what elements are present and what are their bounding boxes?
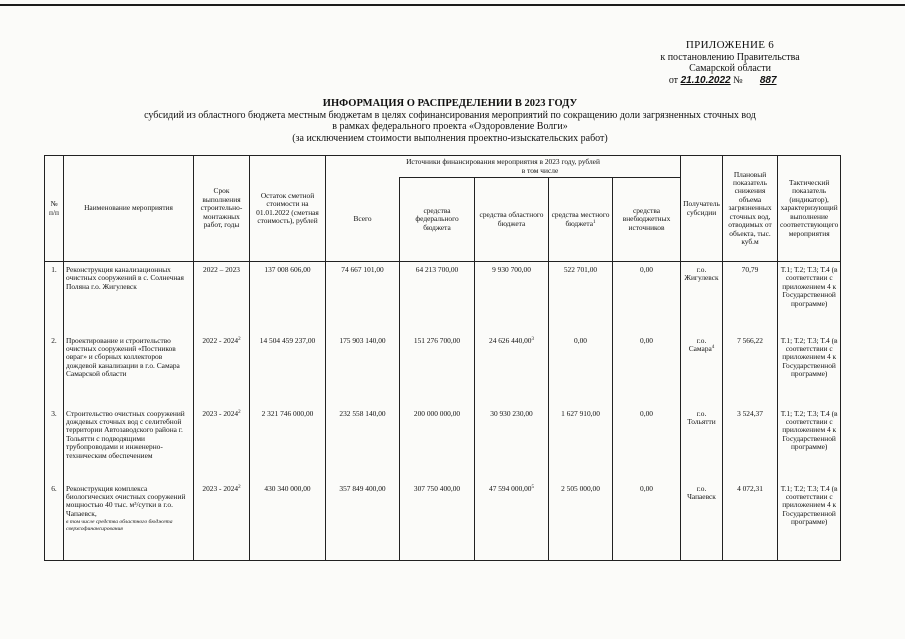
table-row: 2. Проектирование и строительство очистных сооружений «Постников овраг» и сборных коллекторов дождевой канализации в г.о. Самара Самарской области 2022 - 2024$^2$ 14 504 459 237,00 175 903 140,00 151 276 700,00 24 626 440,00$^3$ 0,00 0,00 г.о. Самара$^4$ 7 566,22 Т.1; Т.2; Т.3; Т.4 (в соответствии с приложением 4 к Государственной программе)	[45, 333, 841, 406]
header-total: Всего	[326, 178, 400, 262]
appendix-number-value: 887	[759, 74, 777, 86]
appendix-number: ПРИЛОЖЕНИЕ 6	[685, 39, 775, 51]
header-sources: Источники финансирования мероприятия в 2023 году, рублей в том числе	[326, 156, 681, 178]
header-planned: Плановый показатель снижения объема загрязненных сточных вод, отводимых от объекта, тыс. куб.м	[723, 156, 778, 262]
table-row: 3. Строительство очистных сооружений дождевых сточных вод с селитебной территории Автозаводского района г. Тольятти с подводящими трубопроводами и инженерно-техническим обеспечением 2023 - 2024$^2$ 2 321 746 000,00 232 558 140,00 200 000 000,00 30 930 230,00 1 627 910,00 0,00 г.о. Тольятти 3 524,37 Т.1; Т.2; Т.3; Т.4 (в соответствии с приложением 4 к Государственной программе)	[45, 406, 841, 481]
table-row: 6. Реконструкция комплекса биологических очистных сооружений мощностью 40 тыс. м³/сутки в г.о. Чапаевск, в том числе средства областного бюджета сверхсофинансирования 2023 - 2024$^2$ 430 340 000,00 357 849 400,00 307 750 400,00 47 594 000,00$^5$ 2 505 000,00 0,00 г.о. Чапаевск 4 072,31 Т.1; Т.2; Т.3; Т.4 (в соответствии с приложением 4 к Государственной программе)	[45, 481, 841, 561]
scan-top-edge	[0, 4, 905, 6]
header-balance: Остаток сметной стоимости на 01.01.2022 (сметная стоимость), рублей	[250, 156, 326, 262]
header-regional: средства областного бюджета	[475, 178, 549, 262]
title-line-2: субсидий из областного бюджета местным бюджетам в целях софинансирования мероприятий по сокращению доли загрязненных сточных вод	[144, 109, 756, 121]
appendix-date: 21.10.2022	[680, 74, 731, 86]
appendix-line-3: Самарской области	[689, 63, 771, 74]
appendix-line-2: к постановлению Правительства	[660, 51, 800, 63]
title-line-1: ИНФОРМАЦИЯ О РАСПРЕДЕЛЕНИИ В 2023 ГОДУ	[322, 98, 578, 109]
title-line-3: в рамках федерального проекта «Оздоровление Волги»	[332, 121, 568, 132]
title-line-4: (за исключением стоимости выполнения проектно-изыскательских работ)	[292, 132, 608, 144]
appendix-date-line: от 21.10.2022 № 887	[640, 75, 820, 87]
header-num: № п/п	[45, 156, 64, 262]
distribution-table	[44, 155, 841, 561]
header-extra: средства внебюджетных источников	[613, 178, 681, 262]
header-term: Срок выполнения строительно-монтажных работ, годы	[194, 156, 250, 262]
row-note: в том числе средства областного бюджета сверхсофинансирования	[66, 519, 173, 532]
header-tactical: Тактический показатель (индикатор), характеризующий выполнение соответствующего мероприятия	[778, 156, 841, 262]
appendix-header	[640, 40, 820, 86]
table-row: 1. Реконструкция канализационных очистных сооружений в с. Солнечная Поляна г.о. Жигулевск 2022 – 2023 137 008 606,00 74 667 101,00 64 213 700,00 9 930 700,00 522 701,00 0,00 г.о. Жигулевск 70,79 Т.1; Т.2; Т.3; Т.4 (в соответствии с приложением 4 к Государственной программе)	[45, 262, 841, 333]
document-title	[100, 98, 800, 144]
header-federal: средства федерального бюджета	[400, 178, 475, 262]
header-name: Наименование мероприятия	[64, 156, 194, 262]
header-local: средства местного бюджета$^1$	[549, 178, 613, 262]
header-recipient: Получатель субсидии	[681, 156, 723, 262]
